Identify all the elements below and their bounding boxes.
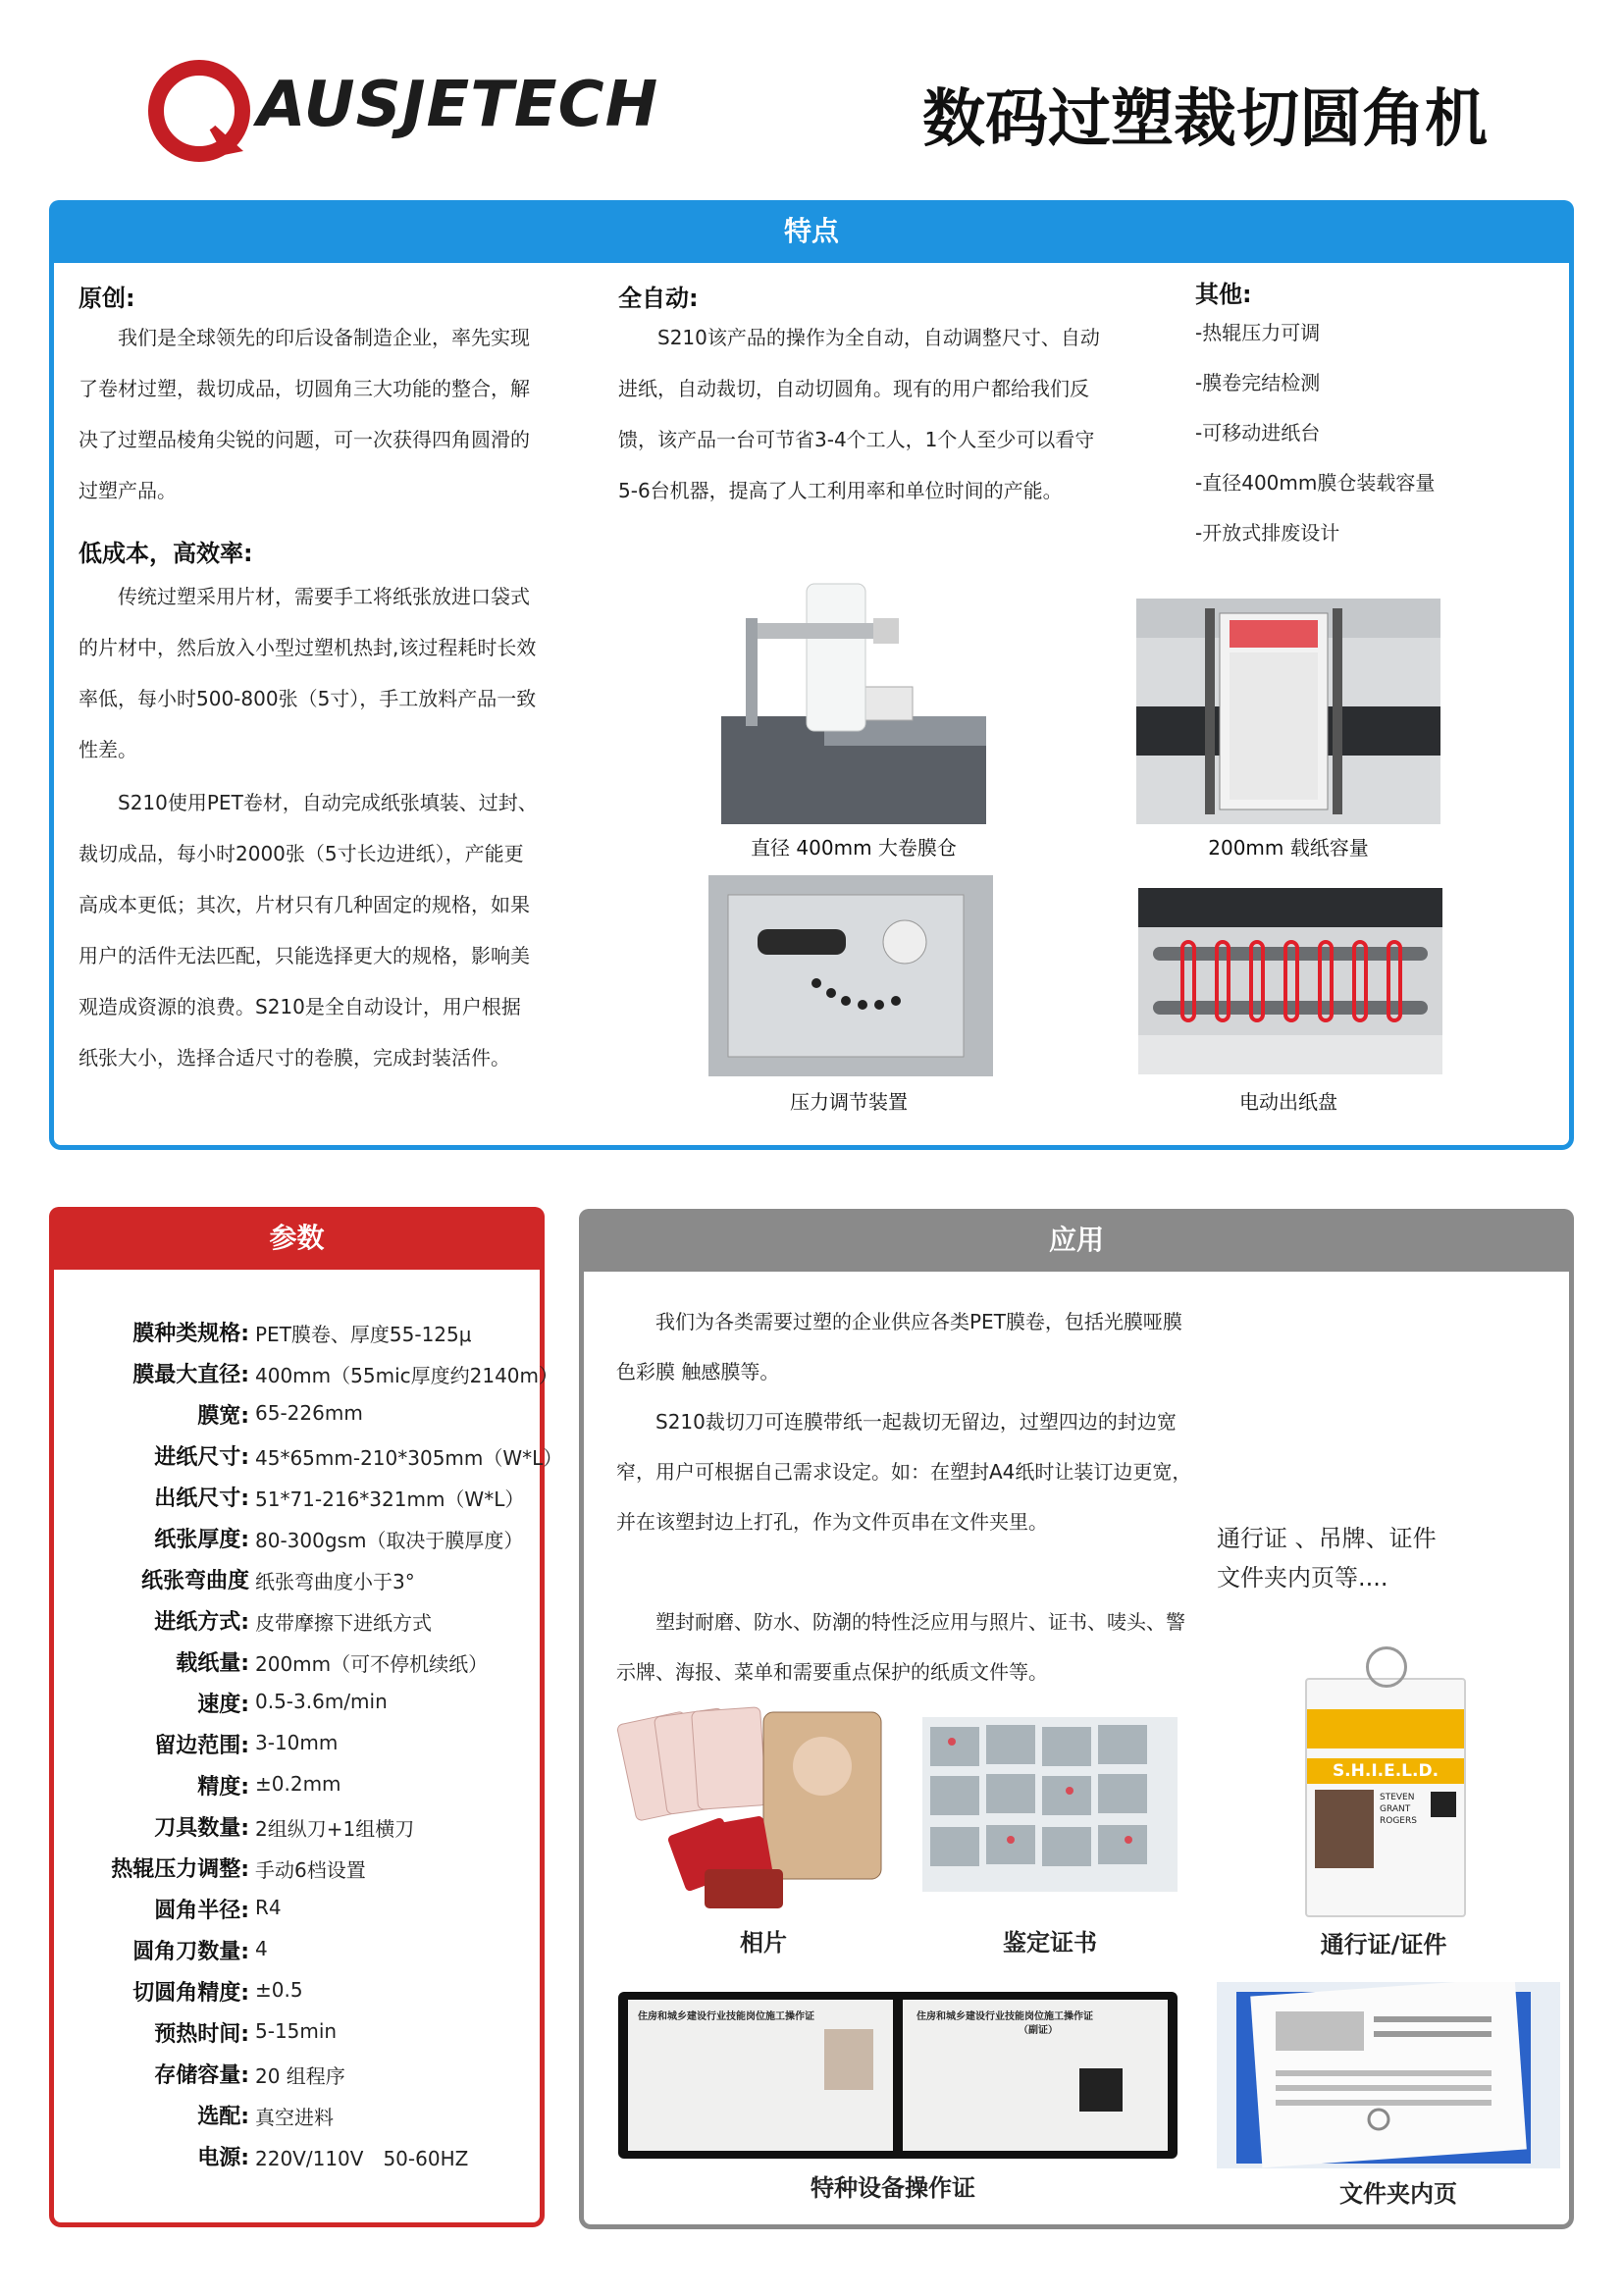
apps-text-3: 塑封耐磨、防水、防潮的特性泛应用与照片、证书、唛头、警示牌、海报、菜单和需要重点保护的纸质文件等。 [616, 1610, 1185, 1684]
param-value: 220V/110V 50-60HZ [255, 2147, 469, 2170]
param-row [59, 2059, 530, 2100]
photos-image [616, 1697, 911, 1913]
pass-name-1: STEVEN [1380, 1793, 1415, 1802]
operator-right-sub: （副证） [1019, 2025, 1058, 2036]
param-row [59, 1399, 530, 1440]
param-row [59, 1770, 530, 1811]
brand-name: AUSJETECH [257, 69, 659, 141]
param-value: ±0.5 [255, 1978, 303, 2002]
operator-caption: 特种设备操作证 [811, 2174, 975, 2202]
param-row [59, 1729, 530, 1770]
pressure-adjust-photo [708, 875, 993, 1076]
output-tray-photo [1138, 888, 1442, 1074]
param-key: 进纸尺寸: [154, 1445, 249, 1470]
param-value: 真空进料 [255, 2106, 334, 2129]
param-row [59, 1646, 530, 1688]
film-bin-caption: 直径 400mm 大卷膜仓 [751, 836, 957, 860]
param-value: 3-10mm [255, 1731, 339, 1754]
param-key: 切圆角精度: [132, 1981, 249, 2006]
brand-logo-icon [145, 57, 253, 165]
param-row [59, 2141, 530, 2182]
folder-page-image [1217, 1982, 1560, 2168]
photos-caption: 相片 [740, 1929, 787, 1957]
param-value: 65-226mm [255, 1401, 363, 1425]
param-row [59, 1688, 530, 1729]
lowcost-title: 低成本，高效率: [79, 540, 253, 567]
other-item: -热辊压力可调 [1195, 321, 1321, 344]
param-row [59, 1440, 563, 1482]
output-tray-caption: 电动出纸盘 [1239, 1090, 1337, 1114]
param-key: 热辊压力调整: [111, 1857, 249, 1882]
param-key: 纸张厚度: [154, 1528, 249, 1552]
param-value: 纸张弯曲度小于3° [255, 1570, 415, 1593]
param-key: 存储容量: [154, 2063, 249, 2088]
param-value: 45*65mm-210*305mm（W*L） [255, 1446, 563, 1470]
param-row [59, 1852, 530, 1894]
param-row [59, 1935, 530, 1976]
film-bin-photo [716, 569, 991, 824]
param-key: 速度: [197, 1693, 249, 1717]
qr-code-icon [1431, 1792, 1456, 1817]
param-key: 电源: [197, 2146, 249, 2170]
param-key: 纸张弯曲度 [140, 1569, 249, 1593]
folder-caption: 文件夹内页 [1339, 2180, 1457, 2208]
param-value: 400mm（55mic厚度约2140m） [255, 1364, 559, 1387]
param-key: 出纸尺寸: [154, 1487, 249, 1511]
apps-heading: 应用 [579, 1209, 1574, 1272]
param-key: 选配: [197, 2105, 249, 2129]
param-key: 膜种类规格: [132, 1322, 249, 1346]
operator-cert-left [628, 2000, 893, 2151]
param-value: 51*71-216*321mm（W*L） [255, 1487, 525, 1511]
param-key: 载纸量: [176, 1651, 249, 1676]
params-heading: 参数 [49, 1207, 545, 1270]
qr-code-icon [1079, 2068, 1123, 2112]
other-item: -直径400mm膜仓装载容量 [1195, 471, 1436, 495]
shield-label: S.H.I.E.L.D. [1307, 1758, 1464, 1784]
param-key: 预热时间: [154, 2022, 249, 2047]
operator-left-title: 住房和城乡建设行业技能岗位施工操作证 [638, 2011, 814, 2022]
page-title: 数码过塑裁切圆角机 [922, 83, 1488, 156]
operator-cert-right [903, 2000, 1168, 2151]
param-key: 留边范围: [154, 1734, 249, 1758]
param-row [59, 1605, 530, 1646]
param-value: 0.5-3.6m/min [255, 1690, 388, 1713]
apps-note-2: 文件夹内页等.... [1217, 1564, 1388, 1592]
certificates-caption: 鉴定证书 [1003, 1929, 1097, 1957]
param-value: 皮带摩擦下进纸方式 [255, 1611, 432, 1635]
param-key: 膜最大直径: [132, 1363, 249, 1387]
lowcost-text-2: S210使用PET卷材，自动完成纸张填装、过封、裁切成品，每小时2000张（5寸长边进纸），产能更高成本更低；其次，片材只有几种固定的规格，如果用户的活件无法匹配，只能选择更大的规格，影响美观造成资源的浪费。S210是全自动设计，用户根据纸张大小，选择合适尺寸的卷膜，完成封装活件。 [79, 791, 538, 1070]
pass-name-2: GRANT [1380, 1804, 1411, 1814]
operator-cert-image [618, 1992, 1178, 2159]
param-value: 4 [255, 1937, 268, 1960]
original-title: 原创: [79, 285, 135, 312]
param-value: 手动6档设置 [255, 1858, 366, 1882]
param-row [59, 1976, 530, 2017]
other-title: 其他: [1195, 281, 1252, 308]
other-item: -可移动进纸台 [1195, 421, 1321, 444]
automatic-text: S210该产品的操作为全自动，自动调整尺寸、自动进纸，自动裁切，自动切圆角。现有的用户都给我们反馈，该产品一台可节省3-4个工人，1个人至少可以看守5-6台机器，提高了人工利用率和单位时间的产能。 [618, 326, 1100, 502]
operator-photo [824, 2029, 873, 2090]
param-value: ±0.2mm [255, 1772, 341, 1796]
param-row [59, 1523, 530, 1564]
param-key: 膜宽: [197, 1404, 249, 1429]
original-text: 我们是全球领先的印后设备制造企业，率先实现了卷材过塑，裁切成品，切圆角三大功能的整合，解决了过塑品棱角尖锐的问题，可一次获得四角圆滑的过塑产品。 [79, 326, 530, 502]
param-key: 刀具数量: [154, 1816, 249, 1841]
param-value: 5-15min [255, 2019, 338, 2043]
param-value: PET膜卷、厚度55-125μ [255, 1323, 472, 1346]
param-row [59, 1358, 559, 1399]
lanyard-clip-icon [1366, 1646, 1407, 1688]
param-row [59, 1564, 530, 1605]
param-value: R4 [255, 1896, 282, 1919]
param-key: 进纸方式: [154, 1610, 249, 1635]
lowcost-text-1: 传统过塑采用片材，需要手工将纸张放进口袋式的片材中，然后放入小型过塑机热封,该过程耗时长效率低，每小时500-800张（5寸），手工放料产品一致性差。 [79, 585, 537, 761]
param-value: 2组纵刀+1组横刀 [255, 1817, 415, 1841]
param-row [59, 1894, 530, 1935]
features-heading: 特点 [49, 200, 1574, 263]
apps-text-1: 我们为各类需要过塑的企业供应各类PET膜卷，包括光膜哑膜 色彩膜 触感膜等。 [616, 1310, 1182, 1383]
param-row [59, 1317, 530, 1358]
param-row [59, 2100, 530, 2141]
pressure-adjust-caption: 压力调节装置 [790, 1090, 908, 1114]
operator-right-title: 住房和城乡建设行业技能岗位施工操作证 [916, 2011, 1093, 2022]
param-row [59, 2017, 530, 2059]
pass-caption: 通行证/证件 [1320, 1931, 1447, 1958]
certificates-image [922, 1717, 1178, 1892]
param-row [59, 1482, 530, 1523]
param-key: 圆角半径: [154, 1899, 249, 1923]
pass-name-3: ROGERS [1380, 1816, 1417, 1826]
param-value: 80-300gsm（取决于膜厚度） [255, 1529, 524, 1552]
apps-text-2: S210裁切刀可连膜带纸一起裁切无留边，过塑四边的封边宽窄，用户可根据自己需求设定。如：在塑封A4纸时让装订边更宽，并在该塑封边上打孔，作为文件页串在文件夹里。 [616, 1410, 1192, 1534]
pass-card-portrait [1315, 1790, 1374, 1868]
param-row [59, 1811, 530, 1852]
automatic-title: 全自动: [618, 285, 699, 312]
apps-note-1: 通行证 、吊牌、证件 [1217, 1525, 1437, 1552]
param-key: 圆角刀数量: [132, 1940, 249, 1964]
param-value: 200mm（可不停机续纸） [255, 1652, 489, 1676]
other-item: -膜卷完结检测 [1195, 371, 1321, 394]
paper-capacity-caption: 200mm 载纸容量 [1208, 836, 1369, 860]
pass-card-band [1307, 1709, 1464, 1748]
paper-capacity-photo [1136, 599, 1440, 824]
pass-card-image [1305, 1678, 1466, 1917]
param-value: 20 组程序 [255, 2064, 345, 2088]
param-key: 精度: [197, 1775, 249, 1800]
other-item: -开放式排废设计 [1195, 521, 1340, 545]
